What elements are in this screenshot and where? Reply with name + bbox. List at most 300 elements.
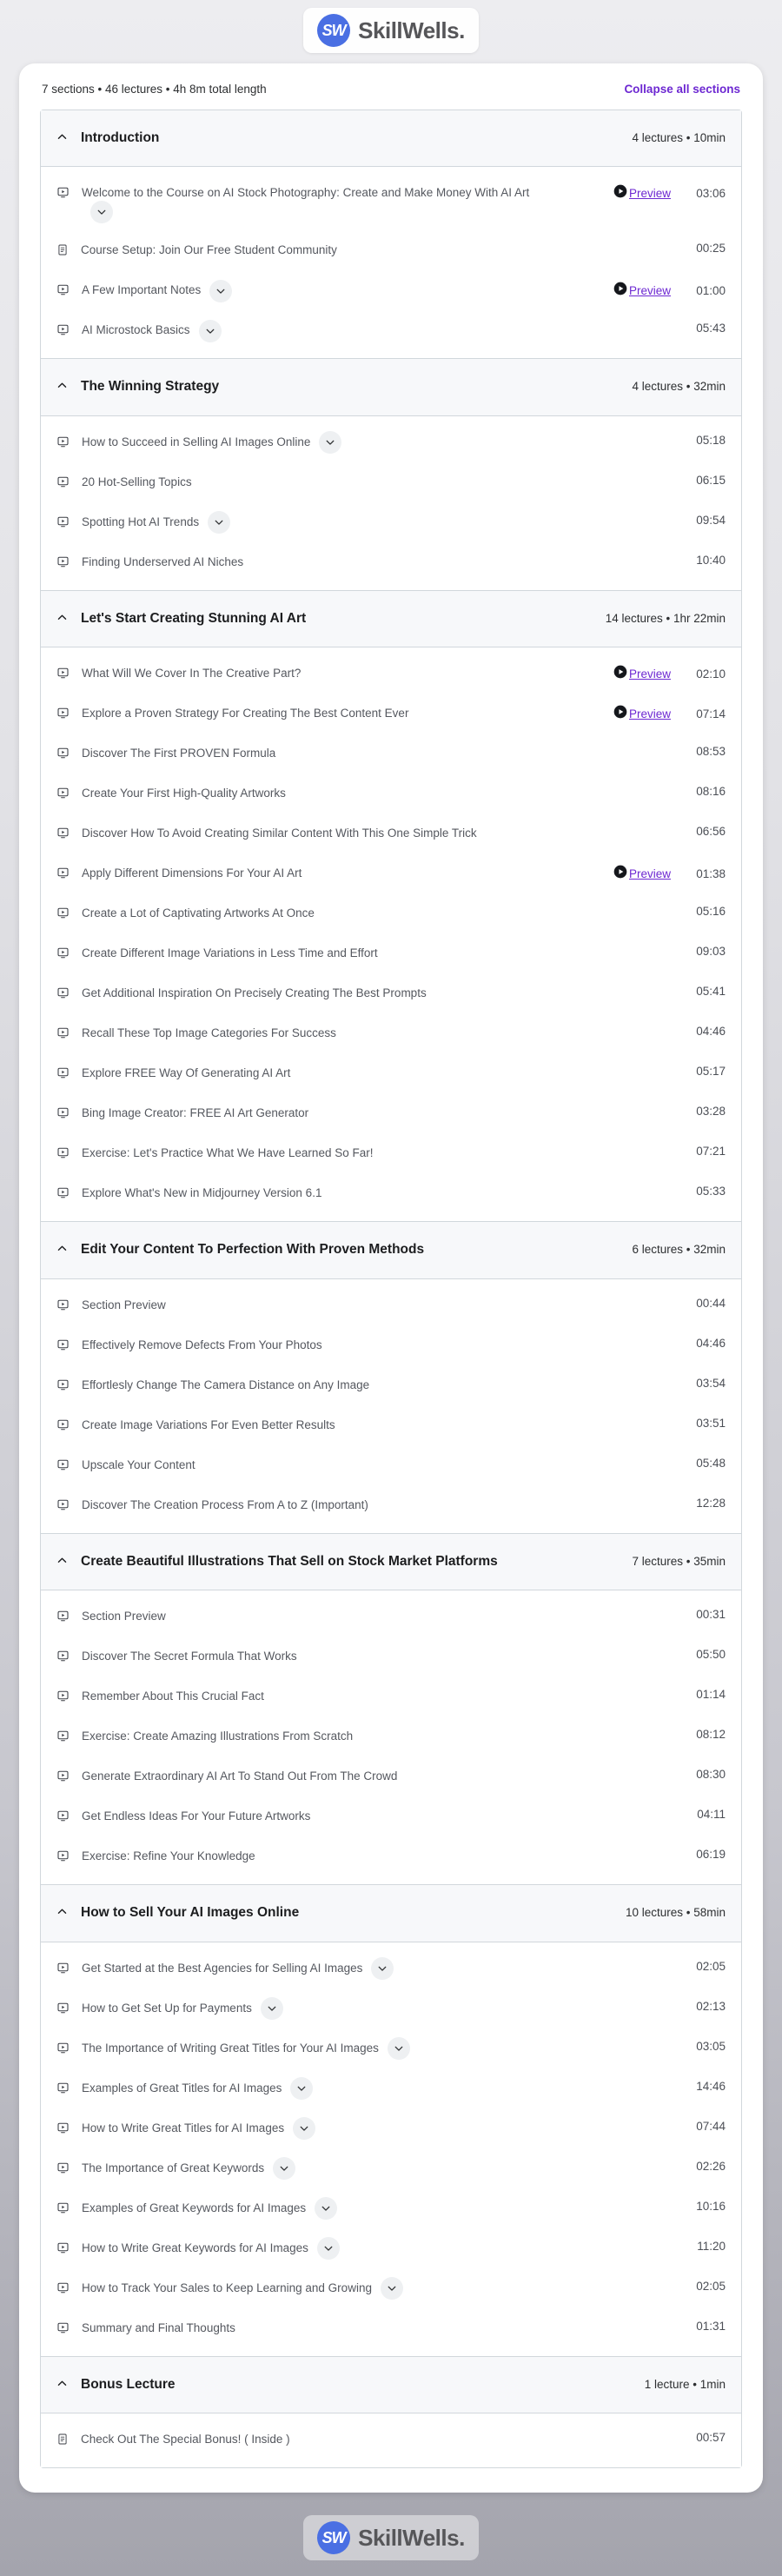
lecture-title-text: How to Get Set Up for Payments — [82, 2001, 252, 2015]
lecture-duration: 08:53 — [696, 745, 726, 759]
section-meta: 4 lectures • 32min — [632, 380, 726, 394]
chevron-down-icon[interactable] — [371, 1957, 394, 1980]
lecture-row-right — [681, 474, 726, 487]
video-lecture-icon — [56, 475, 70, 493]
chevron-down-icon[interactable] — [381, 2277, 403, 2300]
lecture-row[interactable] — [41, 1134, 741, 1174]
chevron-down-icon[interactable] — [290, 2077, 313, 2100]
lecture-row[interactable] — [41, 271, 741, 311]
section-title: Let's Start Creating Stunning AI Art — [81, 610, 307, 626]
lecture-row-right — [601, 865, 726, 883]
curriculum-section — [41, 1533, 741, 1884]
lecture-title — [82, 1768, 397, 1786]
lecture-row[interactable] — [41, 854, 741, 894]
lecture-row-right — [681, 1648, 726, 1661]
lecture-row[interactable] — [41, 1366, 741, 1406]
lecture-title — [82, 554, 243, 572]
lecture-title — [82, 2040, 410, 2058]
lecture-duration: 05:43 — [696, 322, 726, 335]
lecture-row[interactable] — [41, 734, 741, 774]
chevron-down-icon[interactable] — [208, 511, 230, 534]
video-lecture-icon — [56, 2002, 70, 2019]
lecture-list — [41, 1942, 741, 2356]
curriculum-panel — [40, 110, 742, 2468]
lecture-row-right — [681, 2000, 726, 2013]
lecture-title — [82, 2120, 315, 2138]
lecture-row-right — [681, 1105, 726, 1118]
lecture-duration: 09:54 — [696, 513, 726, 527]
lecture-row[interactable] — [41, 1406, 741, 1446]
lecture-row-right — [601, 705, 726, 723]
lecture-row[interactable] — [41, 814, 741, 854]
lecture-row[interactable] — [41, 503, 741, 543]
lecture-title-text: Examples of Great Titles for AI Images — [82, 2081, 282, 2095]
lecture-title-text: Exercise: Create Amazing Illustrations From Scratch — [82, 1730, 354, 1743]
article-icon — [56, 243, 69, 261]
video-lecture-icon — [56, 747, 70, 764]
lecture-title-text: Explore What's New in Midjourney Version 6.1 — [82, 1186, 322, 1200]
video-lecture-icon — [56, 2241, 70, 2259]
section-meta: 7 lectures • 35min — [632, 1554, 726, 1568]
video-lecture-icon — [56, 1338, 70, 1356]
lecture-row[interactable] — [41, 2309, 741, 2349]
lecture-title — [82, 282, 232, 300]
lecture-title-text: Discover How To Avoid Creating Similar Content With This One Simple Trick — [82, 827, 477, 840]
lecture-row[interactable] — [41, 1989, 741, 2029]
lecture-row[interactable] — [41, 1837, 741, 1877]
lecture-duration: 01:14 — [696, 1688, 726, 1702]
lecture-duration: 05:16 — [696, 905, 726, 919]
lecture-row[interactable] — [41, 2069, 741, 2109]
lecture-duration: 08:16 — [696, 785, 726, 799]
lecture-title — [82, 2240, 340, 2258]
lecture-title-text: Get Additional Inspiration On Precisely Creating The Best Prompts — [82, 986, 427, 1000]
lecture-list — [41, 1590, 741, 1884]
brand-name: SkillWells. — [358, 17, 465, 43]
lecture-list — [41, 416, 741, 590]
lecture-row[interactable] — [41, 2029, 741, 2069]
lecture-duration: 01:38 — [696, 867, 726, 881]
lecture-row[interactable] — [41, 1286, 741, 1326]
lecture-row-right — [681, 1960, 726, 1973]
chevron-up-icon — [56, 1243, 68, 1258]
video-lecture-icon — [56, 186, 70, 203]
lecture-row-right — [681, 2280, 726, 2293]
lecture-row-right — [681, 1185, 726, 1198]
lecture-title-text: Exercise: Refine Your Knowledge — [82, 1849, 255, 1863]
lecture-title — [82, 322, 222, 340]
lecture-row[interactable] — [41, 974, 741, 1014]
lecture-duration: 04:46 — [696, 1336, 726, 1350]
preview-label: Preview — [628, 284, 671, 298]
lecture-row-right — [681, 514, 726, 527]
lecture-row[interactable] — [41, 2229, 741, 2269]
video-lecture-icon — [56, 1186, 70, 1204]
lecture-row[interactable] — [41, 1486, 741, 1526]
lecture-row-right — [681, 2080, 726, 2093]
chevron-down-icon[interactable] — [261, 1997, 283, 2020]
lecture-title — [82, 665, 301, 683]
video-lecture-icon — [56, 2281, 70, 2299]
lecture-row[interactable] — [41, 174, 741, 231]
lecture-title-text: Recall These Top Image Categories For Success — [82, 1026, 336, 1040]
lecture-row-right — [601, 282, 726, 300]
lecture-duration: 06:56 — [696, 825, 726, 839]
lecture-title — [82, 1417, 335, 1435]
preview-link[interactable] — [613, 184, 671, 202]
lecture-row-right — [681, 1728, 726, 1741]
lecture-row-right — [681, 2431, 726, 2444]
lecture-row-right — [681, 1297, 726, 1310]
lecture-title-text: Remember About This Crucial Fact — [82, 1690, 264, 1703]
lecture-list — [41, 647, 741, 1221]
lecture-row-right — [681, 985, 726, 998]
chevron-down-icon[interactable] — [388, 2037, 410, 2060]
lecture-title-text: The Importance of Great Keywords — [82, 2161, 265, 2174]
lecture-title-text: Section Preview — [82, 1298, 166, 1311]
section-header[interactable] — [41, 110, 741, 167]
video-lecture-icon — [56, 827, 70, 844]
lecture-duration: 14:46 — [696, 2079, 726, 2093]
lecture-row[interactable] — [41, 2109, 741, 2149]
footer — [0, 2493, 782, 2576]
lecture-duration: 03:06 — [696, 187, 726, 201]
video-lecture-icon — [56, 2042, 70, 2059]
lecture-row[interactable] — [41, 1757, 741, 1797]
lecture-duration: 04:46 — [696, 1025, 726, 1039]
play-circle-icon — [613, 865, 627, 883]
section-header[interactable] — [41, 359, 741, 415]
lecture-row[interactable] — [41, 1597, 741, 1637]
chevron-down-icon[interactable] — [273, 2157, 295, 2180]
lecture-duration: 05:41 — [696, 985, 726, 999]
lecture-title — [82, 825, 477, 843]
lecture-row-right — [681, 1377, 726, 1390]
lecture-title — [82, 785, 286, 803]
video-lecture-icon — [56, 1769, 70, 1787]
lecture-duration: 06:15 — [696, 473, 726, 487]
lecture-duration: 00:31 — [696, 1608, 726, 1622]
lecture-row[interactable] — [41, 1797, 741, 1837]
lecture-duration: 05:50 — [696, 1648, 726, 1662]
lecture-row[interactable] — [41, 1054, 741, 1094]
lecture-duration: 05:48 — [696, 1456, 726, 1470]
preview-label: Preview — [628, 667, 671, 681]
lecture-row-right — [681, 945, 726, 958]
lecture-title — [82, 2280, 403, 2298]
chevron-down-icon[interactable] — [317, 2237, 340, 2260]
lecture-title-text: Create Different Image Variations in Less Time and Effort — [82, 946, 378, 960]
lecture-title — [82, 1105, 308, 1123]
section-header[interactable] — [41, 591, 741, 647]
lecture-duration: 10:16 — [696, 2199, 726, 2213]
lecture-title-text: AI Microstock Basics — [82, 323, 190, 337]
lecture-list — [41, 1279, 741, 1533]
footer-brand-name: SkillWells. — [358, 2524, 465, 2551]
lecture-title-text: Create Image Variations For Even Better Results — [82, 1417, 335, 1431]
lecture-title — [82, 1848, 255, 1866]
lecture-row[interactable] — [41, 2189, 741, 2229]
video-lecture-icon — [56, 1298, 70, 1316]
lecture-row[interactable] — [41, 2269, 741, 2309]
section-title: The Winning Strategy — [81, 379, 220, 395]
lecture-title-text: Create a Lot of Captivating Artworks At Once — [82, 906, 315, 920]
lecture-title — [82, 514, 230, 532]
lecture-title — [82, 434, 341, 452]
lecture-title — [82, 985, 427, 1003]
lecture-title — [82, 1497, 368, 1515]
section-title: Edit Your Content To Perfection With Proven Methods — [81, 1242, 425, 1258]
curriculum-section — [41, 1221, 741, 1532]
preview-link[interactable] — [613, 282, 671, 300]
curriculum-summary-row — [40, 81, 742, 110]
lecture-duration: 10:40 — [696, 553, 726, 567]
section-meta: 10 lectures • 58min — [625, 1906, 726, 1920]
lecture-title — [82, 474, 192, 492]
lecture-row-right — [681, 434, 726, 447]
lecture-row[interactable] — [41, 1717, 741, 1757]
section-header[interactable] — [41, 1885, 741, 1942]
lecture-title — [82, 705, 408, 723]
lecture-duration: 05:33 — [696, 1185, 726, 1198]
lecture-row-right — [681, 2120, 726, 2133]
lecture-row-right — [681, 1808, 726, 1821]
lecture-row[interactable] — [41, 1637, 741, 1677]
lecture-row-right — [681, 1848, 726, 1861]
lecture-row-right — [681, 554, 726, 567]
video-lecture-icon — [56, 1650, 70, 1667]
preview-link[interactable] — [613, 865, 671, 883]
lecture-title-text: Finding Underserved AI Niches — [82, 554, 244, 568]
preview-label: Preview — [628, 707, 671, 721]
video-lecture-icon — [56, 2121, 70, 2139]
lecture-row[interactable] — [41, 543, 741, 583]
preview-label: Preview — [628, 187, 671, 201]
lecture-row-right — [681, 1065, 726, 1078]
lecture-row-right — [681, 1688, 726, 1701]
curriculum-section — [41, 358, 741, 589]
lecture-duration: 05:17 — [696, 1065, 726, 1079]
lecture-title — [82, 2080, 313, 2098]
lecture-title-text: Check Out The Special Bonus! ( Inside ) — [81, 2433, 290, 2447]
lecture-title-text: Discover The Creation Process From A to Z (Important) — [82, 1497, 368, 1511]
play-circle-icon — [613, 282, 627, 300]
lecture-row[interactable] — [41, 1326, 741, 1366]
video-lecture-icon — [56, 1498, 70, 1516]
lecture-title — [82, 1608, 166, 1626]
section-title: Introduction — [81, 130, 160, 145]
lecture-row-right — [681, 745, 726, 758]
curriculum-section — [41, 1884, 741, 2355]
chevron-up-icon — [56, 131, 68, 147]
lecture-duration: 01:31 — [696, 2319, 726, 2333]
lecture-row[interactable] — [41, 1677, 741, 1717]
lecture-title — [81, 242, 337, 260]
lecture-row-right — [681, 1337, 726, 1350]
video-lecture-icon — [56, 906, 70, 924]
lecture-row-right — [681, 905, 726, 918]
lecture-title-text: How to Write Great Titles for AI Images — [82, 2121, 285, 2134]
lecture-row-right — [681, 1417, 726, 1430]
section-header[interactable] — [41, 1222, 741, 1278]
lecture-title — [82, 945, 378, 963]
lecture-row-right — [681, 2320, 726, 2333]
curriculum-summary: 7 sections • 46 lectures • 4h 8m total length — [42, 83, 267, 96]
play-circle-icon — [613, 705, 627, 723]
section-meta: 6 lectures • 32min — [632, 1243, 726, 1257]
chevron-down-icon[interactable] — [315, 2197, 337, 2220]
chevron-up-icon — [56, 612, 68, 627]
lecture-row[interactable] — [41, 934, 741, 974]
video-lecture-icon — [56, 1146, 70, 1164]
footer-brand-logo-icon: SW — [317, 2521, 350, 2554]
lecture-row-right — [681, 1457, 726, 1470]
lecture-row[interactable] — [41, 2149, 741, 2189]
lecture-title-text: Bing Image Creator: FREE AI Art Generator — [82, 1106, 309, 1120]
lecture-duration: 03:54 — [696, 1376, 726, 1390]
lecture-row-right — [681, 2160, 726, 2173]
lecture-duration: 02:05 — [696, 1959, 726, 1973]
lecture-title-text: Welcome to the Course on AI Stock Photography: Create and Make Money With AI Art — [82, 186, 530, 200]
section-meta: 4 lectures • 10min — [632, 131, 726, 144]
lecture-row[interactable] — [41, 694, 741, 734]
section-header[interactable] — [41, 2357, 741, 2413]
lecture-row-right — [681, 1497, 726, 1510]
video-lecture-icon — [56, 707, 70, 724]
preview-label: Preview — [628, 867, 671, 881]
lecture-row[interactable] — [41, 774, 741, 814]
lecture-duration: 04:11 — [697, 1808, 726, 1822]
section-title: How to Sell Your AI Images Online — [81, 1905, 300, 1921]
lecture-row[interactable] — [41, 1446, 741, 1486]
lecture-row-right — [681, 1768, 726, 1781]
lecture-duration: 11:20 — [697, 2239, 726, 2253]
video-lecture-icon — [56, 555, 70, 573]
lecture-duration: 03:28 — [696, 1105, 726, 1119]
chevron-down-icon[interactable] — [199, 320, 222, 342]
lecture-row[interactable] — [41, 894, 741, 934]
section-meta: 14 lectures • 1hr 22min — [605, 611, 726, 625]
curriculum-section — [41, 110, 741, 358]
video-lecture-icon — [56, 1809, 70, 1827]
lecture-title — [82, 745, 275, 763]
lecture-title — [82, 905, 315, 923]
video-lecture-icon — [56, 1378, 70, 1396]
video-lecture-icon — [56, 986, 70, 1004]
lecture-duration: 03:51 — [696, 1416, 726, 1430]
lecture-title — [82, 1808, 310, 1826]
chevron-down-icon[interactable] — [90, 201, 113, 223]
video-lecture-icon — [56, 1849, 70, 1867]
lecture-title — [82, 1377, 369, 1395]
lecture-row-right — [681, 1145, 726, 1158]
preview-link[interactable] — [613, 705, 671, 723]
lecture-row[interactable] — [41, 2420, 741, 2460]
video-lecture-icon — [56, 1418, 70, 1436]
lecture-title-text: Effortlesly Change The Camera Distance on Any Image — [82, 1378, 370, 1391]
lecture-title-text: Get Started at the Best Agencies for Selling AI Images — [82, 1961, 363, 1975]
lecture-title-text: How to Succeed in Selling AI Images Online — [82, 435, 311, 448]
chevron-down-icon[interactable] — [209, 280, 232, 302]
collapse-all-sections-link[interactable]: Collapse all sections — [624, 83, 740, 96]
lecture-title-text: Upscale Your Content — [82, 1457, 196, 1471]
chevron-up-icon — [56, 1906, 68, 1922]
video-lecture-icon — [56, 1730, 70, 1747]
lecture-duration: 02:10 — [696, 667, 726, 681]
lecture-row[interactable] — [41, 654, 741, 694]
lecture-title — [82, 1688, 264, 1706]
lecture-row[interactable] — [41, 1949, 741, 1989]
lecture-title-text: The Importance of Writing Great Titles for Your AI Images — [82, 2041, 379, 2055]
lecture-title — [82, 1145, 373, 1163]
lecture-title-text: Discover The Secret Formula That Works — [82, 1650, 297, 1663]
lecture-title-text: 20 Hot-Selling Topics — [82, 475, 192, 488]
lecture-row[interactable] — [41, 311, 741, 351]
course-curriculum-card — [19, 63, 763, 2493]
lecture-row-right — [681, 785, 726, 798]
video-lecture-icon — [56, 1066, 70, 1084]
chevron-up-icon — [56, 380, 68, 395]
curriculum-section — [41, 590, 741, 1221]
lecture-duration: 07:21 — [696, 1145, 726, 1159]
lecture-duration: 00:25 — [696, 242, 726, 256]
video-lecture-icon — [56, 435, 70, 453]
section-title: Create Beautiful Illustrations That Sell on Stock Market Platforms — [81, 1553, 498, 1569]
lecture-duration: 02:05 — [696, 2279, 726, 2293]
section-meta: 1 lecture • 1min — [644, 2377, 726, 2391]
lecture-row[interactable] — [41, 1014, 741, 1054]
lecture-title — [82, 2320, 235, 2338]
lecture-row[interactable] — [41, 423, 741, 463]
article-icon — [56, 2433, 69, 2450]
lecture-title — [82, 1185, 321, 1203]
lecture-row-right — [681, 2200, 726, 2213]
lecture-row[interactable] — [41, 1094, 741, 1134]
chevron-down-icon[interactable] — [293, 2117, 315, 2140]
lecture-title — [82, 2160, 295, 2178]
lecture-title-text: Spotting Hot AI Trends — [82, 515, 200, 528]
lecture-duration: 06:19 — [696, 1848, 726, 1862]
lecture-title-text: Discover The First PROVEN Formula — [82, 747, 276, 760]
lecture-title-text: What Will We Cover In The Creative Part? — [82, 667, 302, 681]
lecture-title — [82, 1065, 290, 1083]
header — [0, 0, 782, 63]
lecture-duration: 07:44 — [696, 2119, 726, 2133]
lecture-duration: 02:13 — [696, 1999, 726, 2013]
lecture-row-right — [681, 825, 726, 838]
video-lecture-icon — [56, 323, 70, 341]
lecture-row[interactable] — [41, 1174, 741, 1214]
video-lecture-icon — [56, 1610, 70, 1627]
video-lecture-icon — [56, 1962, 70, 1979]
lecture-row-right — [681, 322, 726, 335]
video-lecture-icon — [56, 1106, 70, 1124]
chevron-down-icon[interactable] — [319, 431, 341, 454]
play-circle-icon — [613, 665, 627, 683]
lecture-duration: 09:03 — [696, 945, 726, 959]
lecture-title-text: Explore FREE Way Of Generating AI Art — [82, 1066, 291, 1080]
video-lecture-icon — [56, 866, 70, 884]
lecture-row[interactable] — [41, 231, 741, 271]
section-title: Bonus Lecture — [81, 2376, 176, 2392]
section-header[interactable] — [41, 1534, 741, 1590]
lecture-row[interactable] — [41, 463, 741, 503]
lecture-list — [41, 2413, 741, 2467]
video-lecture-icon — [56, 2321, 70, 2339]
preview-link[interactable] — [613, 665, 671, 683]
lecture-title-text: How to Write Great Keywords for AI Images — [82, 2241, 308, 2254]
lecture-title — [82, 1648, 297, 1666]
